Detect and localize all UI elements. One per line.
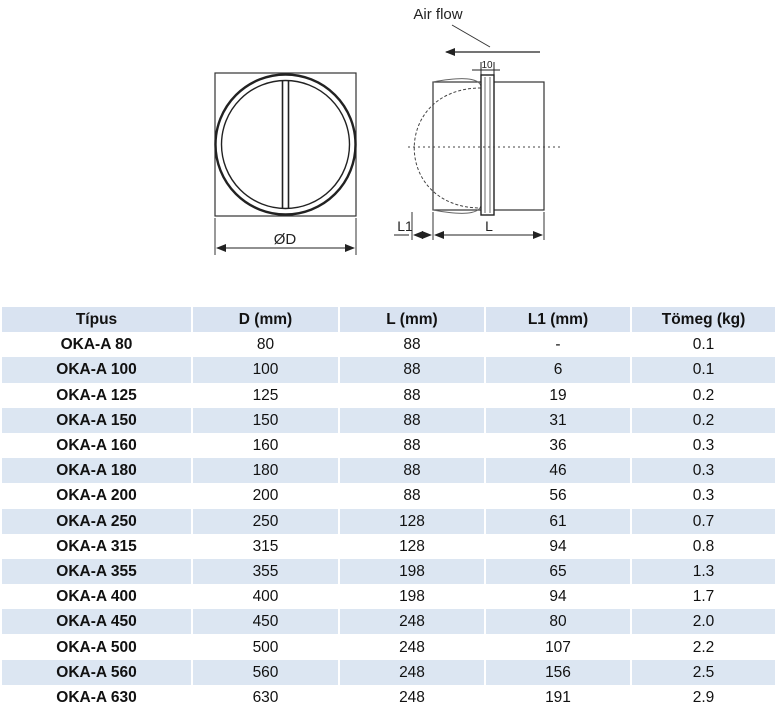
- header-l1: L1 (mm): [486, 307, 632, 332]
- table-row: [2, 509, 777, 534]
- cell-diameter: 125: [193, 383, 340, 408]
- cell-l1: 46: [486, 458, 632, 483]
- header-diameter: D (mm): [193, 307, 340, 332]
- table-row: [2, 433, 777, 458]
- cell-length: 88: [340, 357, 486, 382]
- cell-weight: 1.3: [632, 559, 777, 584]
- cell-weight: 0.3: [632, 483, 777, 508]
- cell-l1: 156: [486, 660, 632, 685]
- cell-l1: 31: [486, 408, 632, 433]
- cell-weight: 0.3: [632, 433, 777, 458]
- table-row: [2, 408, 777, 433]
- cell-diameter: 150: [193, 408, 340, 433]
- cell-length: 248: [340, 685, 486, 710]
- cell-l1: 19: [486, 383, 632, 408]
- l-label: L: [485, 218, 493, 234]
- diameter-label: ØD: [273, 231, 297, 248]
- cell-type: OKA-A 630: [2, 685, 193, 710]
- table-row: [2, 534, 777, 559]
- cell-diameter: 630: [193, 685, 340, 710]
- cell-weight: 0.1: [632, 357, 777, 382]
- cell-type: OKA-A 160: [2, 433, 193, 458]
- cell-diameter: 450: [193, 609, 340, 634]
- cell-l1: 6: [486, 357, 632, 382]
- table-row: [2, 483, 777, 508]
- cell-type: OKA-A 560: [2, 660, 193, 685]
- cell-type: OKA-A 180: [2, 458, 193, 483]
- cell-weight: 0.3: [632, 458, 777, 483]
- table-row: [2, 609, 777, 634]
- cell-length: 88: [340, 458, 486, 483]
- cell-type: OKA-A 400: [2, 584, 193, 609]
- cell-length: 88: [340, 383, 486, 408]
- width-10-label: 10: [481, 60, 493, 71]
- cell-length: 88: [340, 408, 486, 433]
- header-type: Típus: [2, 307, 193, 332]
- cell-weight: 1.7: [632, 584, 777, 609]
- cell-l1: 61: [486, 509, 632, 534]
- table-row: [2, 634, 777, 659]
- cell-l1: -: [486, 332, 632, 357]
- cell-type: OKA-A 80: [2, 332, 193, 357]
- cell-type: OKA-A 355: [2, 559, 193, 584]
- cell-diameter: 80: [193, 332, 340, 357]
- cell-type: OKA-A 315: [2, 534, 193, 559]
- cell-l1: 94: [486, 584, 632, 609]
- cell-diameter: 355: [193, 559, 340, 584]
- cell-length: 88: [340, 433, 486, 458]
- cell-l1: 65: [486, 559, 632, 584]
- cell-type: OKA-A 150: [2, 408, 193, 433]
- cell-length: 128: [340, 509, 486, 534]
- cell-l1: 56: [486, 483, 632, 508]
- cell-weight: 2.9: [632, 685, 777, 710]
- table-row: [2, 559, 777, 584]
- side-view: [394, 6, 560, 240]
- cell-diameter: 160: [193, 433, 340, 458]
- specification-table: [2, 307, 777, 710]
- cell-length: 248: [340, 609, 486, 634]
- cell-diameter: 250: [193, 509, 340, 534]
- table-header-row: [2, 307, 777, 332]
- cell-length: 198: [340, 559, 486, 584]
- cell-l1: 191: [486, 685, 632, 710]
- cell-l1: 107: [486, 634, 632, 659]
- cell-diameter: 560: [193, 660, 340, 685]
- technical-drawing: [0, 0, 779, 290]
- header-weight: Tömeg (kg): [632, 307, 777, 332]
- cell-weight: 2.5: [632, 660, 777, 685]
- cell-length: 88: [340, 332, 486, 357]
- cell-diameter: 100: [193, 357, 340, 382]
- front-view: [215, 73, 356, 255]
- cell-diameter: 180: [193, 458, 340, 483]
- cell-length: 128: [340, 534, 486, 559]
- cell-length: 248: [340, 660, 486, 685]
- table-row: [2, 383, 777, 408]
- cell-length: 198: [340, 584, 486, 609]
- cell-type: OKA-A 250: [2, 509, 193, 534]
- cell-type: OKA-A 125: [2, 383, 193, 408]
- cell-type: OKA-A 500: [2, 634, 193, 659]
- header-length: L (mm): [340, 307, 486, 332]
- cell-weight: 2.0: [632, 609, 777, 634]
- airflow-label: Air flow: [413, 6, 463, 23]
- cell-diameter: 400: [193, 584, 340, 609]
- cell-weight: 0.8: [632, 534, 777, 559]
- table-row: [2, 584, 777, 609]
- cell-type: OKA-A 200: [2, 483, 193, 508]
- table-row: [2, 458, 777, 483]
- cell-length: 88: [340, 483, 486, 508]
- cell-weight: 0.1: [632, 332, 777, 357]
- table-row: [2, 660, 777, 685]
- table-row: [2, 685, 777, 710]
- cell-diameter: 500: [193, 634, 340, 659]
- cell-weight: 0.2: [632, 408, 777, 433]
- table-row: [2, 357, 777, 382]
- cell-type: OKA-A 450: [2, 609, 193, 634]
- cell-l1: 36: [486, 433, 632, 458]
- cell-weight: 0.7: [632, 509, 777, 534]
- cell-weight: 2.2: [632, 634, 777, 659]
- cell-type: OKA-A 100: [2, 357, 193, 382]
- cell-length: 248: [340, 634, 486, 659]
- cell-weight: 0.2: [632, 383, 777, 408]
- l1-label: L1: [397, 218, 413, 234]
- table-row: [2, 332, 777, 357]
- cell-l1: 80: [486, 609, 632, 634]
- cell-diameter: 200: [193, 483, 340, 508]
- cell-diameter: 315: [193, 534, 340, 559]
- cell-l1: 94: [486, 534, 632, 559]
